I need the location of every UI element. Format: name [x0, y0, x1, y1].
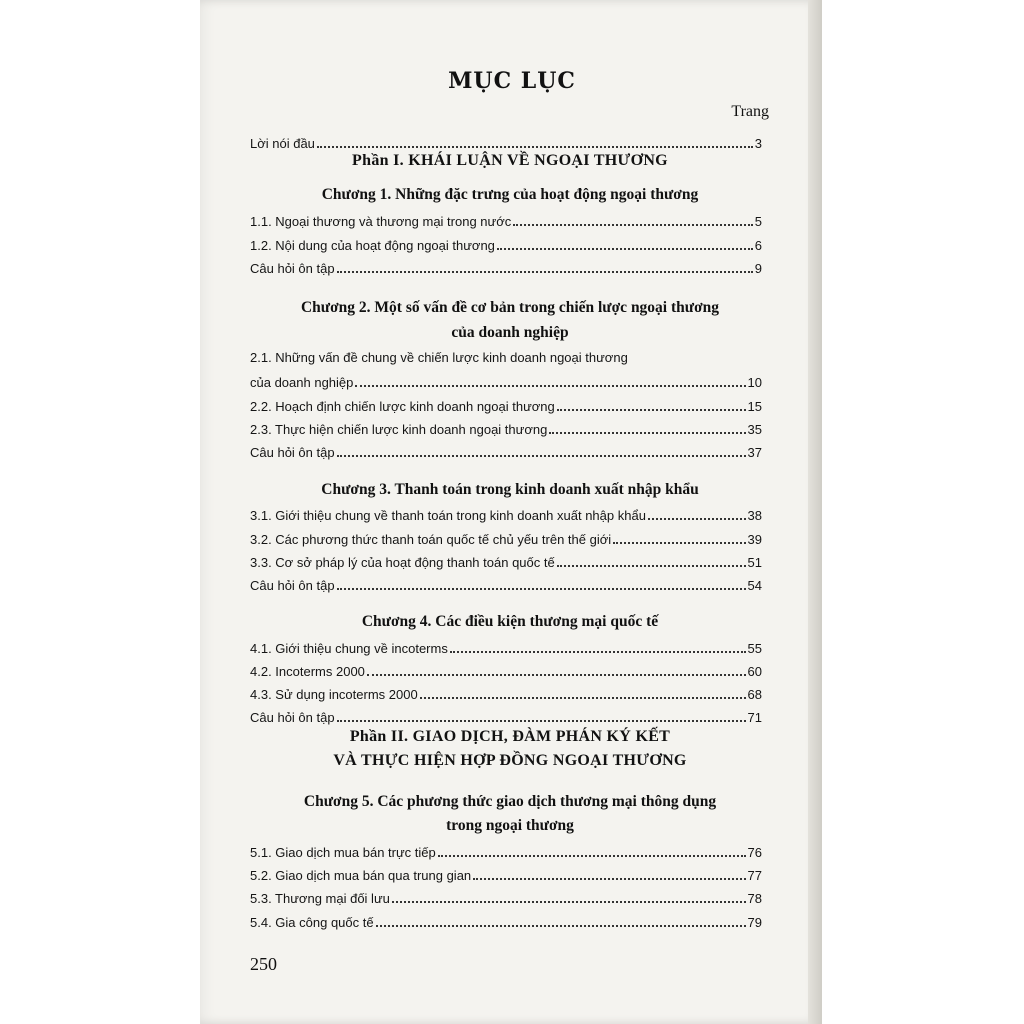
toc-entry-text: 4.1. Giới thiệu chung về incoterms [250, 641, 448, 656]
toc-entry [250, 258, 762, 276]
page-title: MỤC LỤC [448, 68, 576, 94]
toc-entry [250, 529, 762, 547]
toc-entry-text: Câu hỏi ôn tập [250, 445, 335, 460]
part-heading-line2: VÀ THỰC HIỆN HỢP ĐỒNG NGOẠI THƯƠNG [333, 752, 687, 769]
toc-entry-page: 76 [747, 845, 762, 860]
dot-leader [392, 901, 746, 903]
chapter-heading: Chương 3. Thanh toán trong kinh doanh xuất nhập khẩu [321, 481, 699, 498]
toc-entry [250, 912, 762, 930]
toc-entry-text: 1.1. Ngoại thương và thương mại trong nước [250, 214, 512, 229]
toc-entry [250, 707, 762, 725]
dot-leader [438, 855, 746, 857]
dot-leader [513, 224, 753, 226]
toc-entry [250, 575, 762, 593]
toc-entry-page: 77 [747, 868, 762, 883]
toc-entry-text: 5.1. Giao dịch mua bán trực tiếp [250, 845, 436, 860]
toc-entry [250, 235, 762, 253]
part-heading: Phần II. GIAO DỊCH, ĐÀM PHÁN KÝ KẾT [349, 728, 671, 745]
toc-entry-text: 5.2. Giao dịch mua bán qua trung gian [250, 868, 472, 883]
dot-leader [355, 385, 745, 387]
toc-entry-text: 2.2. Hoạch định chiến lược kinh doanh ngoại thương [250, 399, 555, 414]
toc-entry [250, 442, 762, 460]
toc-entry [250, 684, 762, 702]
dot-leader [557, 409, 746, 411]
toc-entry-text: 3.2. Các phương thức thanh toán quốc tế chủ yếu trên thế giới [250, 532, 612, 547]
chapter-heading-line2: của doanh nghiệp [451, 324, 569, 341]
chapter-heading: Chương 2. Một số vấn đề cơ bản trong chiến lược ngoại thương [300, 299, 720, 316]
toc-entry-page: 15 [747, 399, 762, 414]
dot-leader [420, 697, 746, 699]
toc-entry-text: 3.1. Giới thiệu chung về thanh toán trong kinh doanh xuất nhập khẩu [250, 508, 646, 523]
dot-leader [337, 271, 753, 273]
toc-entry-page: 68 [747, 687, 762, 702]
dot-leader [450, 651, 746, 653]
toc-entry [250, 842, 762, 860]
toc-entry-page: 35 [747, 422, 762, 437]
toc-entry-page: 78 [747, 891, 762, 906]
toc-entry-page: 9 [754, 261, 762, 276]
toc-entry [250, 638, 762, 656]
toc-entry [250, 865, 762, 883]
toc-entry-page: 39 [747, 532, 762, 547]
toc-entry-page: 60 [747, 664, 762, 679]
toc-entry [250, 396, 762, 414]
dot-leader [497, 248, 753, 250]
toc-entry-intro [250, 133, 762, 151]
toc-entry-page: 38 [747, 508, 762, 523]
chapter-heading: Chương 4. Các điều kiện thương mại quốc tế [361, 613, 659, 630]
toc-entry-page: 3 [754, 136, 762, 151]
toc-entry-page: 51 [747, 555, 762, 570]
toc-entry-text: của doanh nghiệp [250, 375, 354, 390]
dot-leader [549, 432, 745, 434]
toc-entry-text: Câu hỏi ôn tập [250, 261, 335, 276]
toc-entry [250, 211, 762, 229]
toc-entry-text: 5.4. Gia công quốc tế [250, 915, 374, 930]
dot-leader [648, 518, 746, 520]
page-number: 250 [250, 954, 277, 974]
dot-leader [557, 565, 746, 567]
dot-leader [376, 925, 746, 927]
toc-entry-text: Câu hỏi ôn tập [250, 710, 335, 725]
toc-entry-text: 4.2. Incoterms 2000 [250, 664, 365, 679]
toc-entry-text: Lời nói đầu [250, 136, 315, 151]
toc-entry-page: 6 [754, 238, 762, 253]
toc-entry-page: 71 [747, 710, 762, 725]
toc-entry-page: 10 [747, 375, 762, 390]
toc-entry [250, 505, 762, 523]
dot-leader [613, 542, 745, 544]
toc-entry-page: 37 [747, 445, 762, 460]
chapter-heading-line2: trong ngoại thương [446, 817, 574, 834]
toc-entry [250, 661, 762, 679]
toc-entry-text: Câu hỏi ôn tập [250, 578, 335, 593]
part-heading: Phần I. KHÁI LUẬN VỀ NGOẠI THƯƠNG [352, 152, 668, 169]
toc-entry-page: 5 [754, 214, 762, 229]
toc-entry-page: 55 [747, 641, 762, 656]
dot-leader [317, 146, 753, 148]
toc-entry-text: 2.3. Thực hiện chiến lược kinh doanh ngoại thương [250, 422, 548, 437]
toc-entry-page: 79 [747, 915, 762, 930]
toc-entry [250, 372, 762, 390]
toc-entry [250, 419, 762, 437]
toc-entry-text: 2.1. Những vấn đề chung về chiến lược kinh doanh ngoại thương [250, 350, 628, 365]
toc-entry-page: 54 [747, 578, 762, 593]
toc-entry [250, 552, 762, 570]
dot-leader [367, 674, 746, 676]
page-column-label: Trang [731, 103, 769, 120]
dot-leader [473, 878, 745, 880]
toc-entry-text: 3.3. Cơ sở pháp lý của hoạt động thanh toán quốc tế [250, 555, 555, 570]
toc-entry [250, 888, 762, 906]
chapter-heading: Chương 1. Những đặc trưng của hoạt động ngoại thương [321, 186, 699, 203]
chapter-heading: Chương 5. Các phương thức giao dịch thương mại thông dụng [303, 793, 717, 810]
dot-leader [337, 720, 746, 722]
dot-leader [337, 455, 746, 457]
toc-entry-text: 1.2. Nội dung của hoạt động ngoại thương [250, 238, 495, 253]
toc-entry-text: 5.3. Thương mại đối lưu [250, 891, 390, 906]
toc-entry-text: 4.3. Sử dụng incoterms 2000 [250, 687, 418, 702]
dot-leader [337, 588, 746, 590]
